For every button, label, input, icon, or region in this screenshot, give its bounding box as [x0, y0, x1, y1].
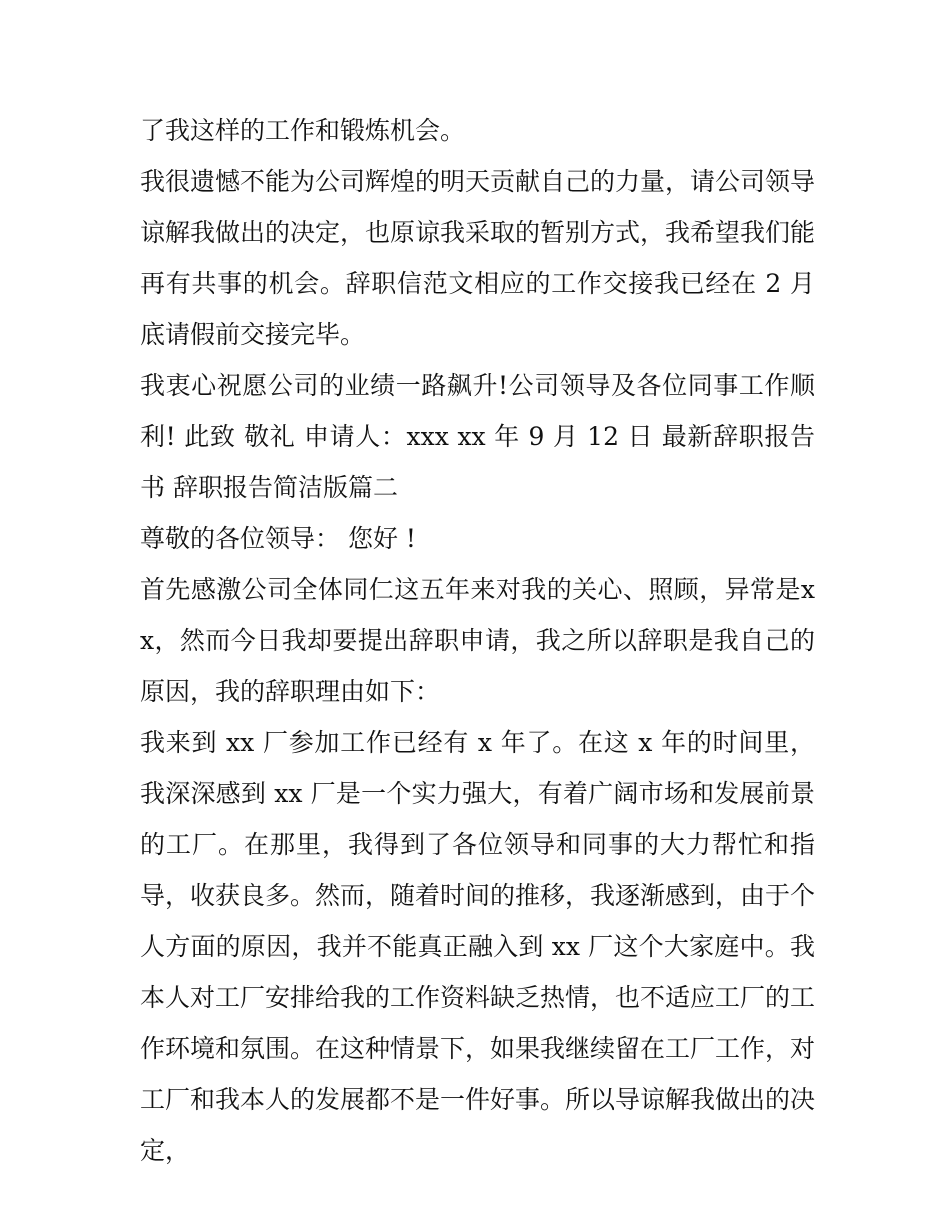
document-body	[140, 105, 815, 1176]
paragraph-3: 我衷心祝愿公司的业绩一路飙升!公司领导及各位同事工作顺利! 此致 敬礼 申请人：xxx xx 年 9 月 12 日 最新辞职报告书 辞职报告简洁版篇二	[140, 371, 815, 502]
paragraph-5: 首先感激公司全体同仁这五年来对我的关心、照顾，异常是xx，然而今日我却要提出辞职申请，我之所以辞职是我自己的原因，我的辞职理由如下：	[140, 575, 815, 706]
paragraph-6: 我来到 xx 厂参加工作已经有 x 年了。在这 x 年的时间里，我深深感到 xx 厂是一个实力强大，有着广阔市场和发展前景的工厂。在那里，我得到了各位领导和同事的大力帮忙和指导，收获良多。然而，随着时间的推移，我逐渐感到，由于个人方面的原因，我并不能真正融入到 xx 厂这个大家庭中。我本人对工厂安排给我的工作资料缺乏热情，也不适应工厂的工作环境和氛围。在这种情景下，如果我继续留在工厂工作，对工厂和我本人的发展都不是一件好事。所以导谅解我做出的决定，	[140, 728, 816, 1165]
paragraph-1: 了我这样的工作和锻炼机会。	[140, 116, 466, 145]
paragraph-2: 我很遗憾不能为公司辉煌的明天贡献自己的力量，请公司领导谅解我做出的决定，也原谅我采取的暂别方式，我希望我们能再有共事的机会。辞职信范文相应的工作交接我已经在 2 月底请假前交接完毕。	[140, 167, 816, 349]
paragraph-4: 尊敬的各位领导： 您好 !	[140, 524, 416, 553]
